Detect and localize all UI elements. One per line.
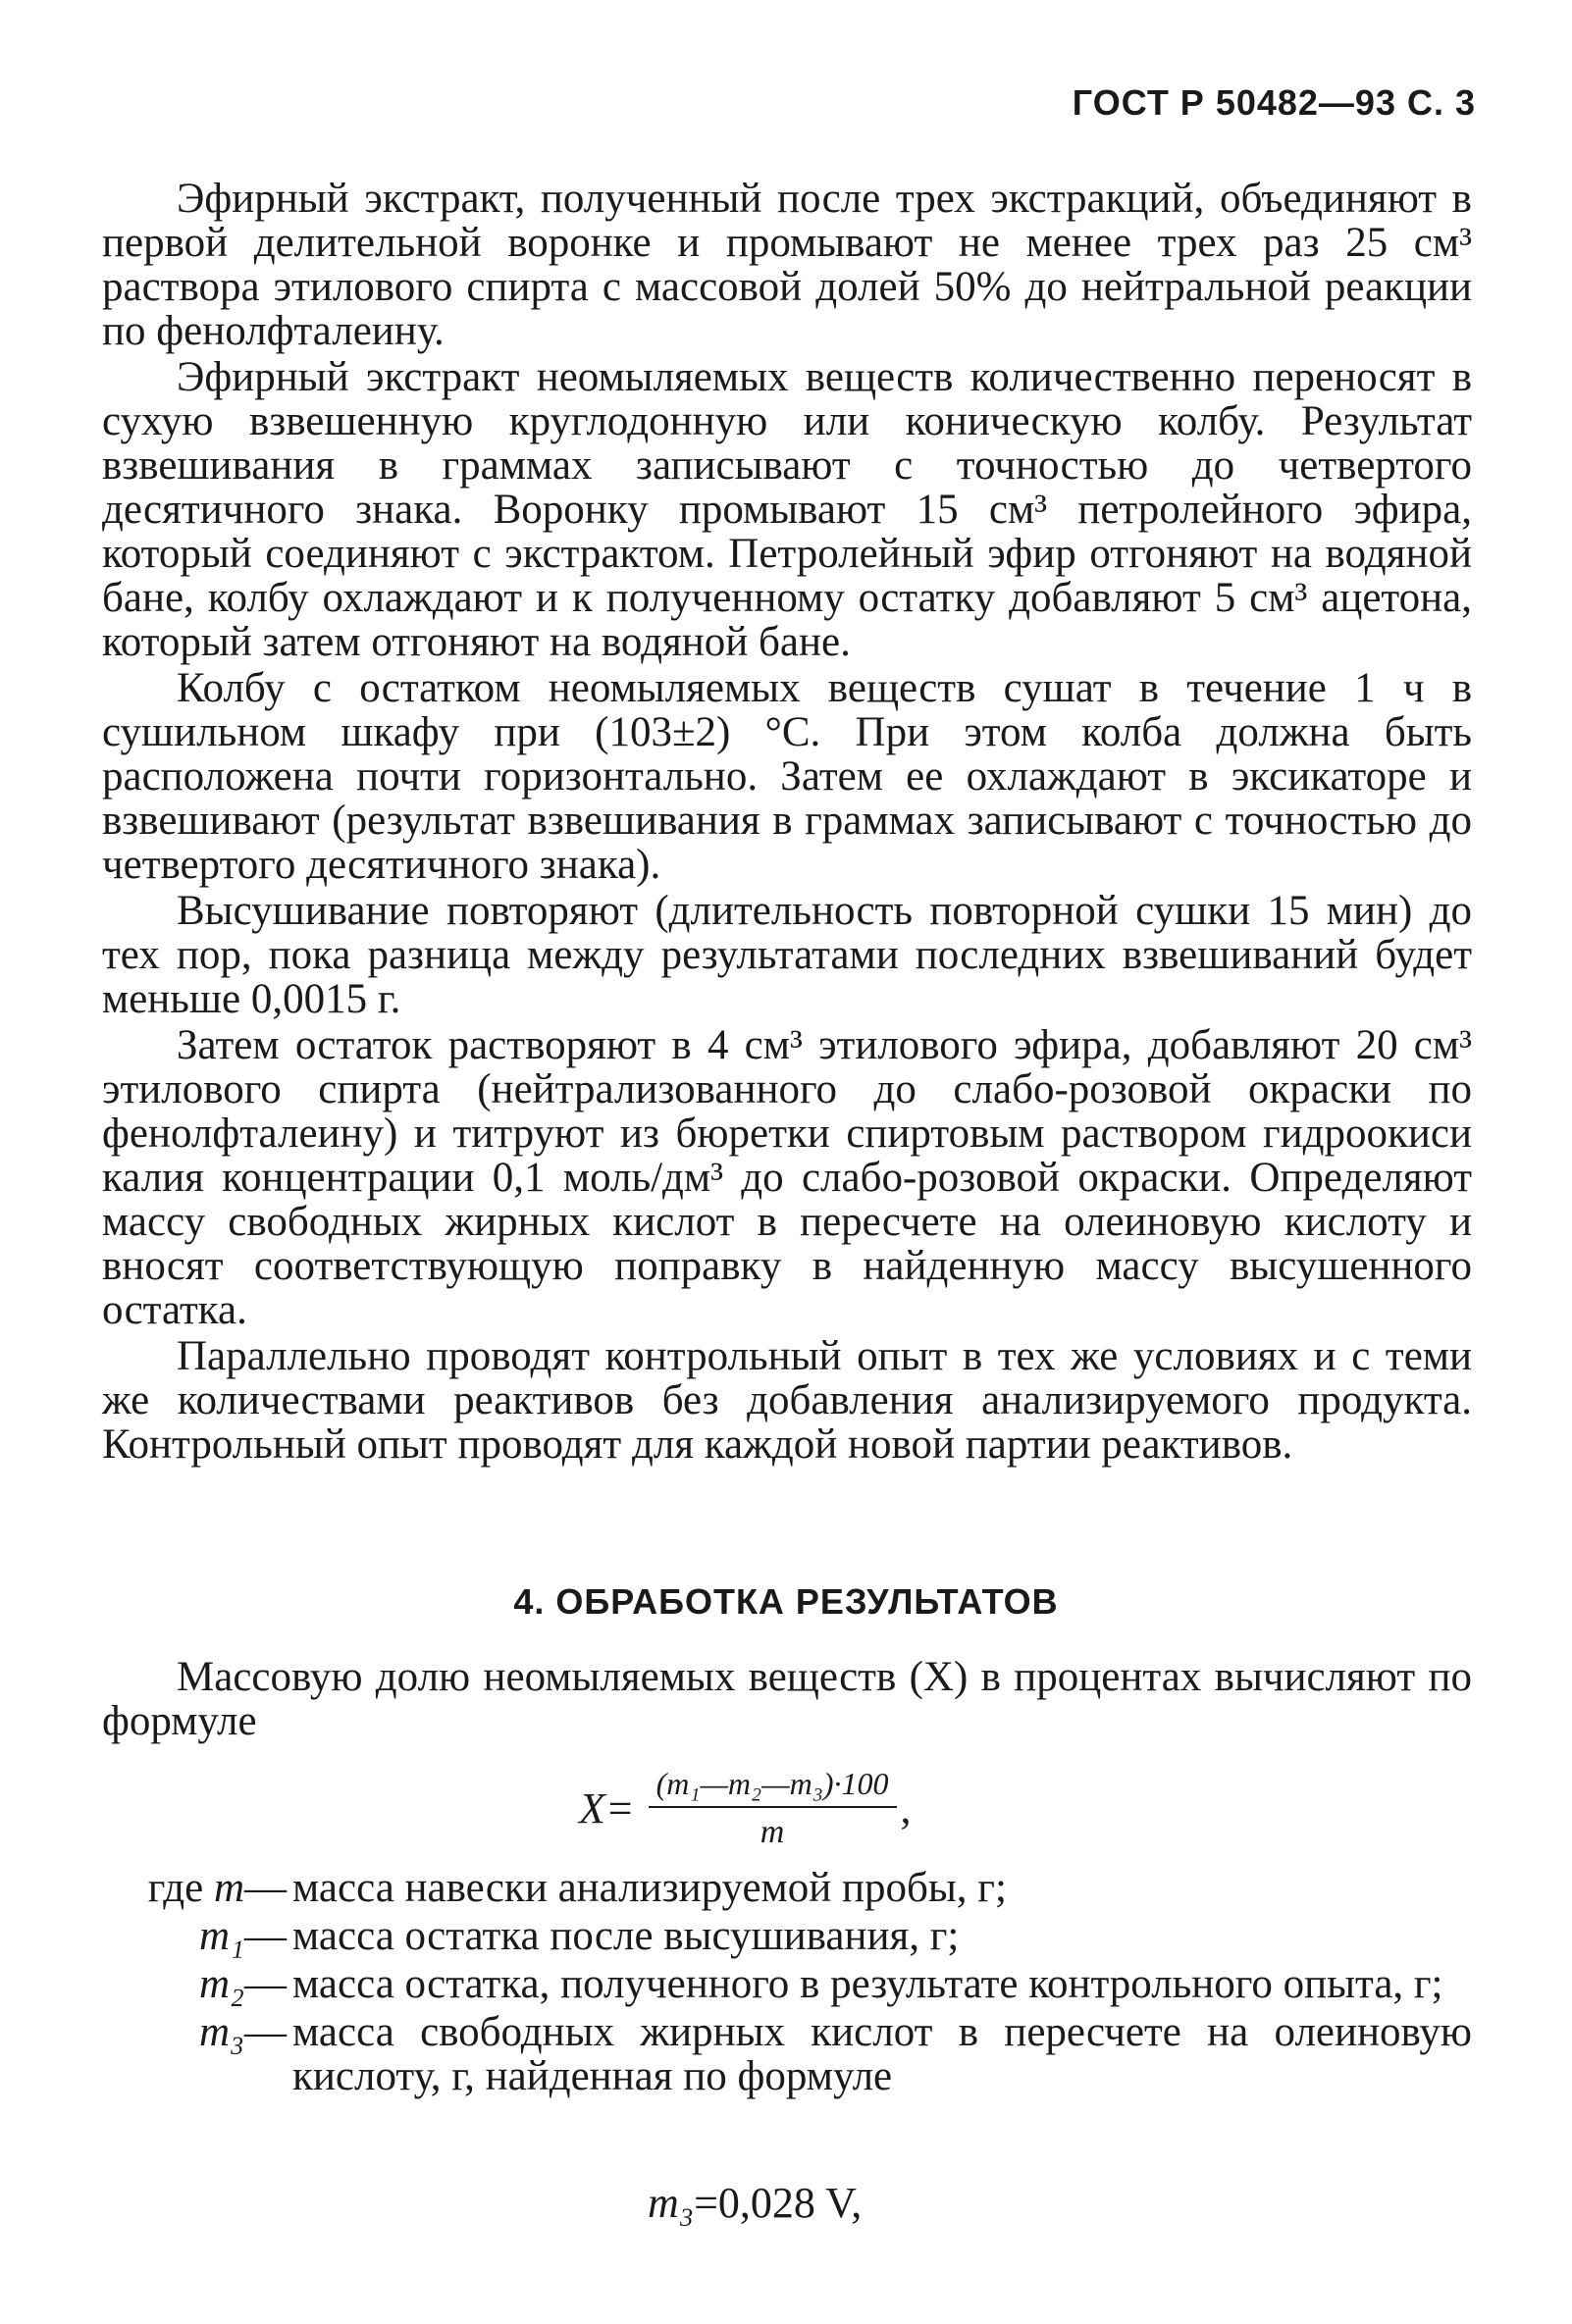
definition-row <box>102 1914 1472 1958</box>
m3-symbol: m₃ <box>648 2179 695 2227</box>
definition-dash: — <box>244 1961 287 2007</box>
m3-formula <box>648 2178 862 2228</box>
variable-definitions <box>102 1866 1472 2098</box>
formula-lhs: X= <box>579 1784 635 1833</box>
paragraph-5: Затем остаток растворяют в 4 см³ этилового эфира, добавляют 20 см³ этилового спирта (нейтрализованного до слабо-розовой окраски по фенолфталеину) и титруют из бюретки спиртовым раствором гидроокиси калия концентрации 0,1 моль/дм³ до слабо-розовой окраски. Определяют массу свободных жирных кислот в пересчете на олеиновую кислоту и вносят соответствующую поправку в найденную массу высушенного остатка. <box>102 1022 1472 1333</box>
where-word: где <box>147 1865 204 1911</box>
paragraph-4: Высушивание повторяют (длительность повторной сушки 15 мин) до тех пор, пока разница между результатами последних взвешиваний будет меньше 0,0015 г. <box>102 888 1472 1022</box>
paragraph-3: Колбу с остатком неомыляемых веществ сушат в течение 1 ч в сушильном шкафу при (103±2) °С. При этом колба должна быть расположена почти горизонтально. Затем ее охлаждают в эксикаторе и взвешивают (результат взвешивания в граммах записывают с точностью до четвертого десятичного знака). <box>102 665 1472 888</box>
formula-numerator: (m₁—m₂—m₃)·100 <box>649 1766 897 1808</box>
body-text <box>102 177 1472 1467</box>
variable-symbol: m₁ <box>198 1913 244 1959</box>
variable-symbol: m₂ <box>198 1961 244 2007</box>
paragraph-2: Эфирный экстракт неомыляемых веществ количественно переносят в сухую взвешенную круглодонную или коническую колбу. Результат взвешивания в граммах записывают с точностью до четвертого десятичного знака. Воронку промывают 15 см³ петролейного эфира, который соединяют с экстрактом. Петролейный эфир отгоняют на водяной бане, колбу охлаждают и к полученному остатку добавляют 5 см³ ацетона, который затем отгоняют на водяной бане. <box>102 354 1472 665</box>
definition-row <box>102 1866 1472 1910</box>
main-formula <box>579 1766 912 1851</box>
definition-text: масса свободных жирных кислот в пересчете на олеиновую кислоту, г, найденная по формуле <box>292 2009 1472 2099</box>
paragraph-6: Параллельно проводят контрольный опыт в тех же условиях и с теми же количествами реактивов без добавления анализируемого продукта. Контрольный опыт проводят для каждой новой партии реактивов. <box>102 1333 1472 1468</box>
formula-fraction <box>649 1766 897 1851</box>
running-header: ГОСТ Р 50482—93 С. 3 <box>1072 82 1476 123</box>
definition-dash: — <box>244 1913 287 1959</box>
section-intro: Массовую долю неомыляемых веществ (X) в процентах вычисляют по формуле <box>102 1654 1472 1744</box>
definition-text: масса остатка, полученного в результате контрольного опыта, г; <box>292 1961 1443 2007</box>
formula-trail: , <box>900 1784 912 1833</box>
paragraph-1: Эфирный экстракт, полученный после трех экстракций, объединяют в первой делительной воронке и промывают не менее трех раз 25 см³ раствора этилового спирта с массовой долей 50% до нейтральной реакции по фенолфталеину. <box>102 176 1472 354</box>
definition-dash: — <box>244 1865 287 1911</box>
definition-text: масса остатка после высушивания, г; <box>292 1913 960 1959</box>
definition-dash: — <box>244 2009 287 2055</box>
variable-symbol: m₃ <box>198 2009 244 2055</box>
definition-text: масса навески анализируемой пробы, г; <box>292 1865 1007 1911</box>
formula-denominator: m <box>760 1814 785 1850</box>
m3-expression: =0,028 V, <box>694 2179 863 2227</box>
section-title: 4. ОБРАБОТКА РЕЗУЛЬТАТОВ <box>513 1581 1059 1622</box>
definition-row <box>102 2010 1472 2098</box>
definition-row <box>102 1962 1472 2006</box>
variable-symbol: m <box>213 1865 244 1911</box>
